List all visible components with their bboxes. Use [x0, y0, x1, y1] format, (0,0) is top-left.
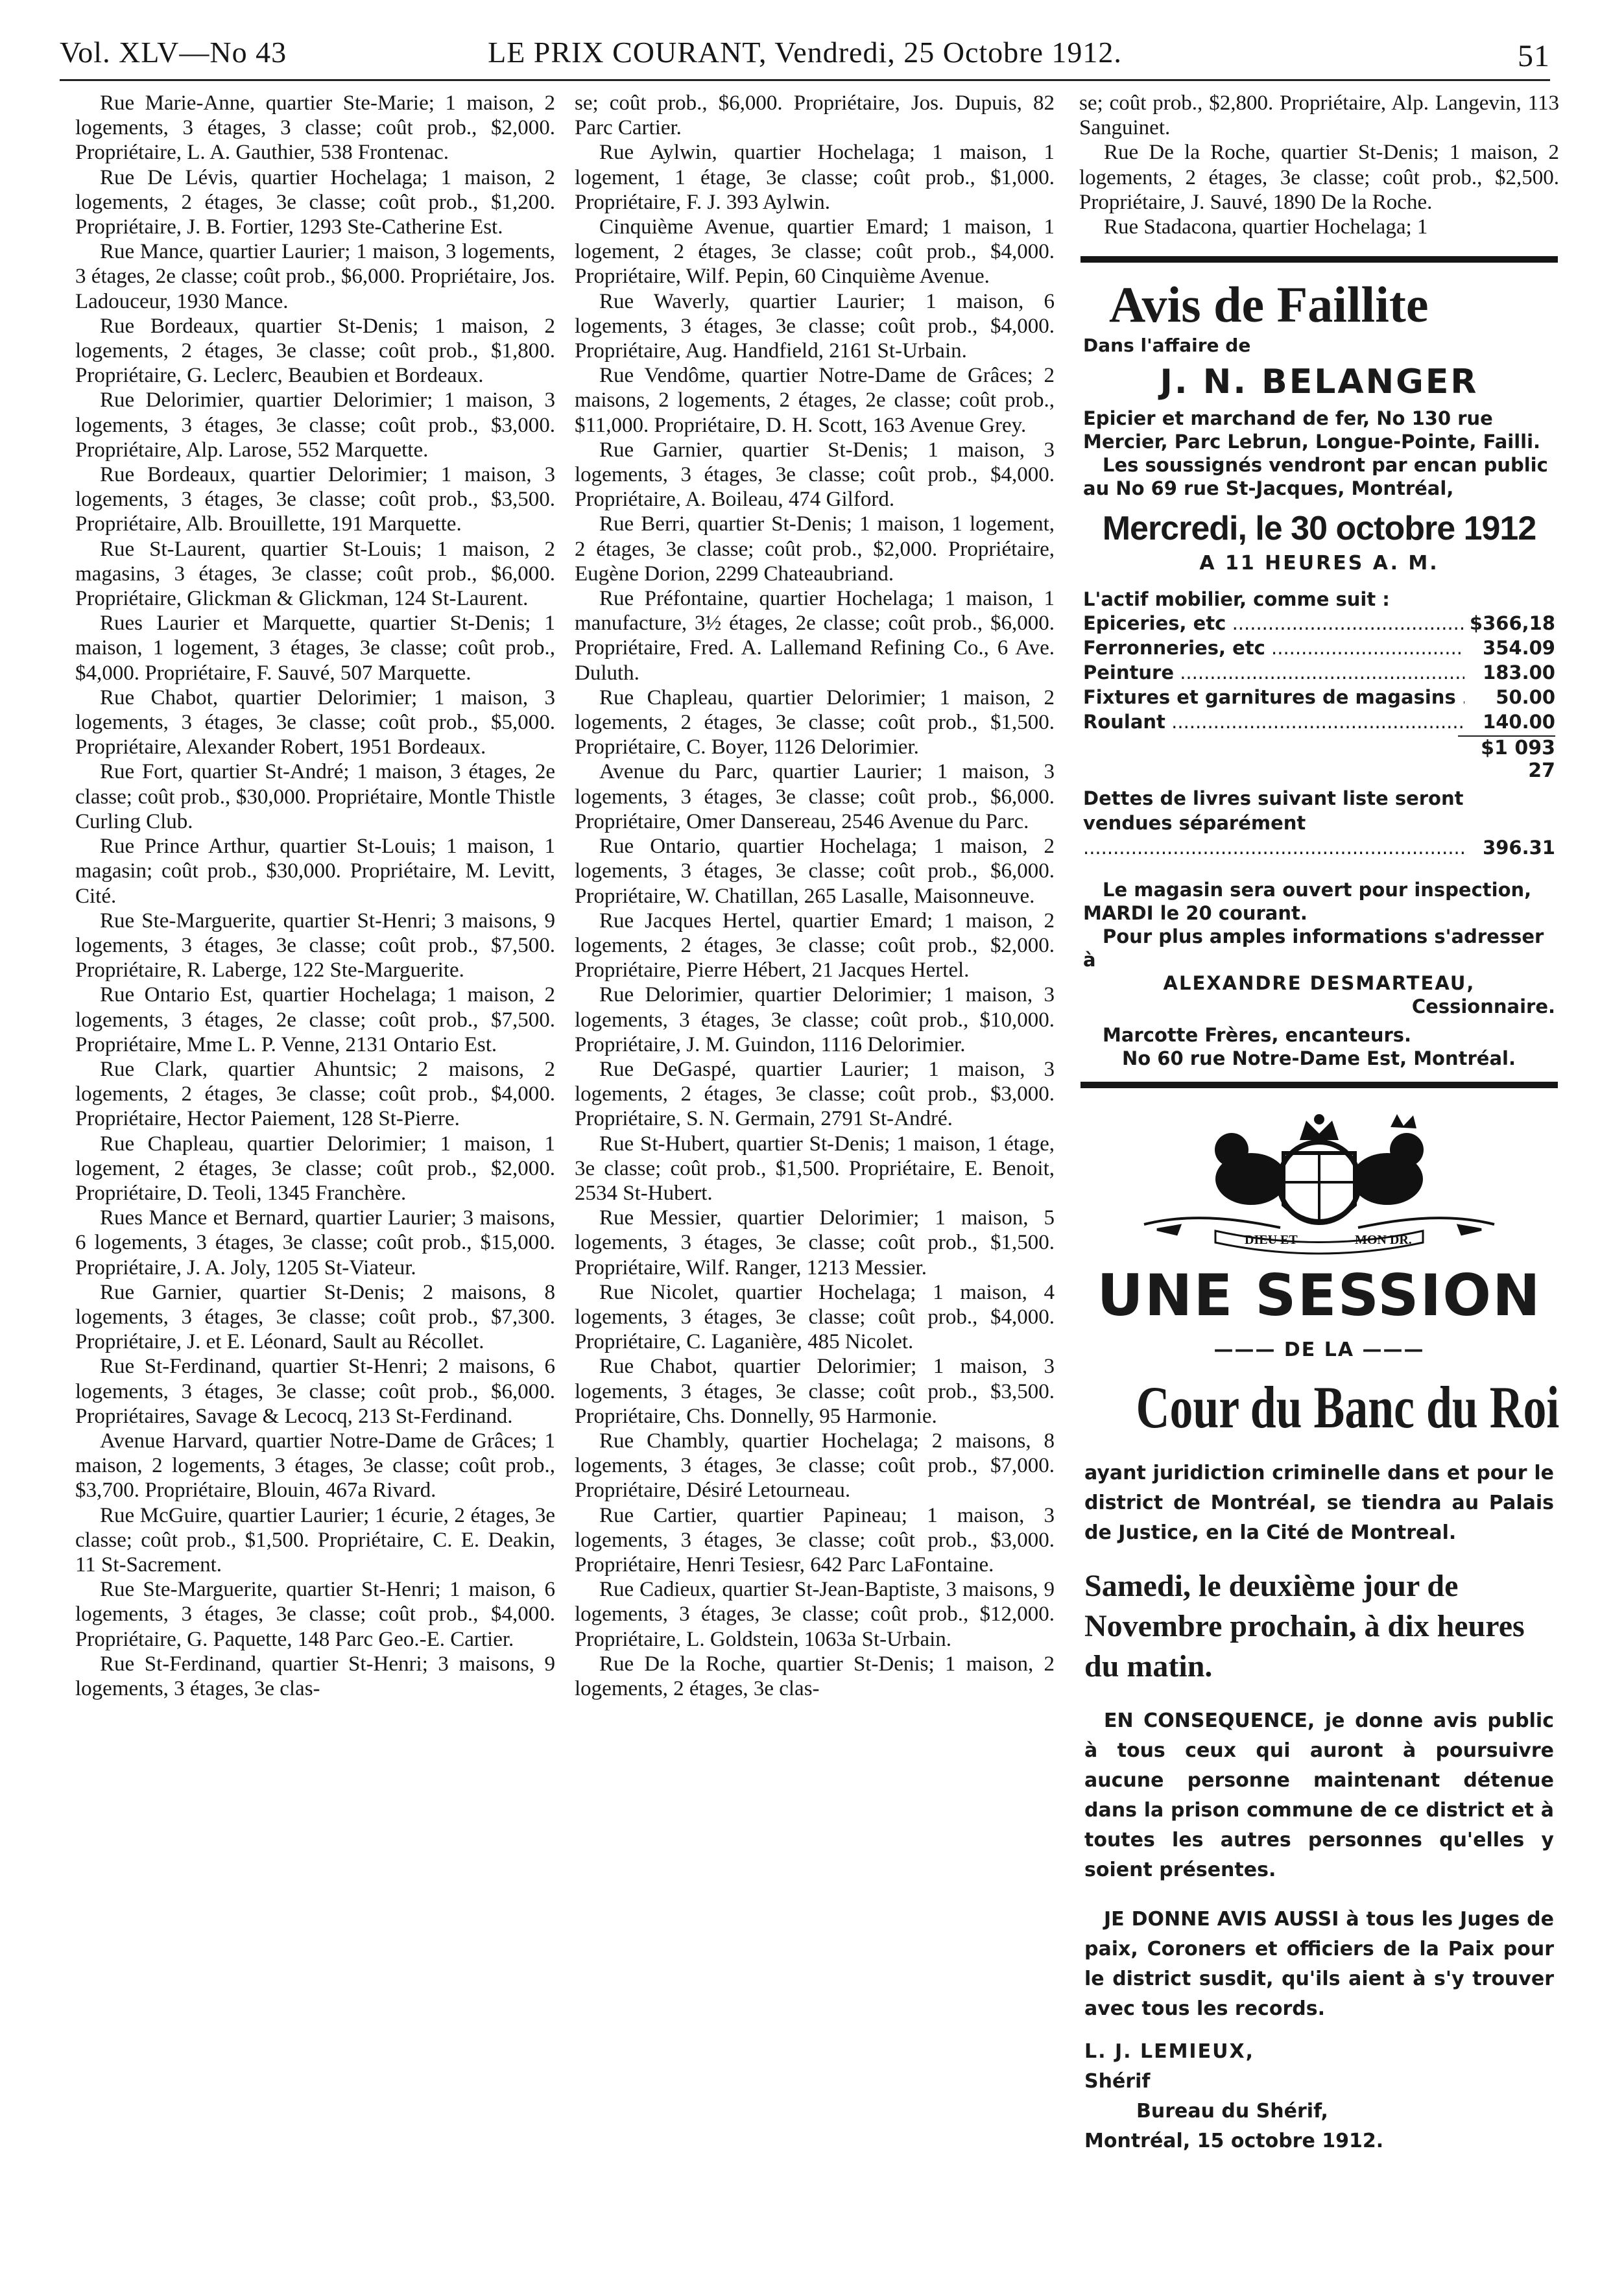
bankruptcy-notice: [1079, 276, 1559, 1070]
permit-entry: Rue Ste-Marguerite, quartier St-Henri; 3 maisons, 9 logements, 3 étages, 3e classe; coût prob., $7,500. Propriétaire, R. Laberge, 122 Ste-Marguerite.: [75, 909, 555, 982]
section-rule: [1081, 1082, 1558, 1088]
permit-entry: Rue Cadieux, quartier St-Jean-Baptiste, 3 maisons, 9 logements, 3 étages, 3e classe; coût prob., $12,000. Propriétaire, L. Goldstein, 1063a St-Urbain.: [575, 1578, 1055, 1651]
bankrupt-name: J. N. BELANGER: [1160, 363, 1479, 402]
permit-entry: Rue Mance, quartier Laurier; 1 maison, 3 logements, 3 étages, 2e classe; coût prob., $6,000. Propriétaire, Jos. Ladouceur, 1930 Mance.: [75, 240, 555, 313]
permit-entry: Rue Jacques Hertel, quartier Emard; 1 maison, 2 logements, 2 étages, 3e classe; coût prob., $2,000. Propriétaire, Pierre Hébert, 21 Jacques Hertel.: [575, 909, 1055, 982]
permit-entry: Rue St-Laurent, quartier St-Louis; 1 maison, 2 magasins, 3 étages, 3e classe; coût prob., $6,000. Propriétaire, Glickman & Glickman, 124 St-Laurent.: [75, 537, 555, 611]
asset-total: $1 093 27: [1458, 735, 1555, 782]
column-3-building-permits: [1079, 91, 1559, 239]
permit-entry: Rue Waverly, quartier Laurier; 1 maison, 6 logements, 3 étages, 3e classe; coût prob., $4,000. Propriétaire, Aug. Handfield, 2161 St-Urbain.: [575, 289, 1055, 363]
crest-motto-left: DIEU ET: [1245, 1233, 1298, 1248]
permit-entry: Rue Fort, quartier St-André; 1 maison, 3 étages, 2e classe; coût prob., $30,000. Propriétaire, Montle Thistle Curling Club.: [75, 760, 555, 833]
permit-entry: Rue Chabot, quartier Delorimier; 1 maison, 3 logements, 3 étages, 3e classe; coût prob., $3,500. Propriétaire, Chs. Donnelly, 95 Harmonie.: [575, 1355, 1055, 1428]
permit-entry: Rue Garnier, quartier St-Denis; 2 maisons, 8 logements, 3 étages, 3e classe; coût prob., $7,300. Propriétaire, J. et E. Léonard, Sault au Récollet.: [75, 1280, 555, 1354]
auctioneers-address: No 60 rue Notre-Dame Est, Montréal.: [1122, 1047, 1516, 1070]
permit-entry: Rue Vendôme, quartier Notre-Dame de Grâces; 2 maisons, 2 logements, 2 étages, 2e classe; coût prob., $11,000. Propriétaire, D. H. Scott, 163 Avenue Grey.: [575, 364, 1055, 437]
asset-row: [1083, 611, 1555, 636]
asset-value: 140.00: [1483, 711, 1555, 733]
permit-entry: Rue Cartier, quartier Papineau; 1 maison, 3 logements, 3 étages, 3e classe; coût prob., $3,000. Propriétaire, Henri Tesiesr, 642 Parc LaFontaine.: [575, 1503, 1055, 1577]
asset-value: 183.00: [1483, 661, 1555, 684]
permit-entry: Rue McGuire, quartier Laurier; 1 écurie, 2 étages, 3e classe; coût prob., $1,500. Propriétaire, C. E. Deakin, 11 St-Sacrement.: [75, 1503, 555, 1577]
continued-entry: se; coût prob., $2,800. Propriétaire, Alp. Langevin, 113 Sanguinet.: [1079, 91, 1559, 140]
dettes-row: [1083, 786, 1555, 860]
permit-entry: Rues Laurier et Marquette, quartier St-Denis; 1 maison, 1 logement, 3 étages, 3e classe; coût prob., $4,000. Propriétaire, F. Sauvé, 507 Marquette.: [75, 612, 555, 685]
asset-label: Epiceries, etc .....: [1083, 611, 1463, 636]
asset-row: [1083, 660, 1555, 685]
permit-entry: Rue Delorimier, quartier Delorimier; 1 maison, 3 logements, 3 étages, 3e classe; coût prob., $10,000. Propriétaire, J. M. Guindon, 1116 Delorimier.: [575, 983, 1055, 1056]
sheriff-title: Shérif: [1084, 2070, 1151, 2093]
column-2-building-permits: [575, 91, 1055, 2254]
permit-entry: Rue Aylwin, quartier Hochelaga; 1 maison, 1 logement, 1 étage, 3e classe; coût prob., $1,000. Propriétaire, F. J. 393 Aylwin.: [575, 141, 1055, 214]
royal-coat-of-arms-icon: [1118, 1114, 1520, 1257]
de-la-label: ——— DE LA ———: [1213, 1339, 1425, 1362]
crest-motto-right: MON DR.: [1355, 1233, 1412, 1248]
permit-entry: Avenue du Parc, quartier Laurier; 1 maison, 3 logements, 3 étages, 3e classe; coût prob., $6,000. Propriétaire, Omer Dansereau, 2546 Avenue du Parc.: [575, 760, 1055, 833]
permit-entry: Rue Delorimier, quartier Delorimier; 1 maison, 3 logements, 3 étages, 3e classe; coût prob., $3,000. Propriétaire, Alp. Larose, 552 Marquette.: [75, 388, 555, 462]
dettes-value: 396.31: [1483, 837, 1555, 859]
sheriff-bureau: Bureau du Shérif,: [1136, 2100, 1328, 2123]
de-la-text: DE LA: [1284, 1339, 1355, 1362]
permit-entry: Avenue Harvard, quartier Notre-Dame de Grâces; 1 maison, 2 logements, 3 étages, 3e classe; coût prob., $3,700. Propriétaire, Blouin, 467a Rivard.: [75, 1429, 555, 1503]
sale-time: A 11 HEURES A. M.: [1199, 552, 1439, 575]
permit-entry: Rue St-Ferdinand, quartier St-Henri; 3 maisons, 9 logements, 3 étages, 3e clas-: [75, 1652, 555, 1700]
permit-entry: Rue De la Roche, quartier St-Denis; 1 maison, 2 logements, 2 étages, 3e clas-: [575, 1652, 1055, 1700]
permit-entry: Rue De la Roche, quartier St-Denis; 1 maison, 2 logements, 2 étages, 3e classe; coût prob., $2,500. Propriétaire, J. Sauvé, 1890 De la Roche.: [1079, 141, 1559, 214]
session-title: UNE SESSION: [1097, 1262, 1542, 1329]
info-notice: Pour plus amples informations s'adresser à: [1083, 925, 1544, 971]
permit-entry: Rue St-Hubert, quartier St-Denis; 1 maison, 1 étage, 3e classe; coût prob., $1,500. Propriétaire, E. Benoit, 2534 St-Hubert.: [575, 1132, 1055, 1205]
permit-entry: Rue Bordeaux, quartier Delorimier; 1 maison, 3 logements, 3 étages, 3e classe; coût prob., $3,500. Propriétaire, Alb. Brouillette, 191 Marquette.: [75, 463, 555, 536]
permit-entry: Rue Marie-Anne, quartier Ste-Marie; 1 maison, 2 logements, 3 étages, 3 classe; coût prob., $2,000. Propriétaire, L. A. Gauthier, 538 Frontenac.: [75, 91, 555, 165]
asset-row: [1083, 636, 1555, 660]
avis-aussi-text: JE DONNE AVIS AUSSI à tous les Juges de paix, Coroners et officiers de la Paix pour le district susdit, qu'ils aient à s'y trouver avec tous les records.: [1084, 1908, 1554, 2021]
court-name: Cour du Banc du Roi: [1136, 1374, 1559, 1441]
actif-intro: L'actif mobilier, comme suit :: [1083, 588, 1390, 611]
jurisdiction-text: ayant juridiction criminelle dans et pour le district de Montréal, se tiendra au Palais de Justice, en la Cité de Montreal.: [1084, 1462, 1554, 1545]
permit-entry: Rue Nicolet, quartier Hochelaga; 1 maison, 4 logements, 3 étages, 3e classe; coût prob., $4,000. Propriétaire, C. Laganière, 485 Nicolet.: [575, 1280, 1055, 1354]
sale-notice: Les soussignés vendront par encan public au No 69 rue St-Jacques, Montréal,: [1083, 454, 1548, 500]
page-number: 51: [1518, 39, 1550, 73]
asset-label: Roulant .....: [1083, 709, 1464, 734]
permit-entry: Rue Ste-Marguerite, quartier St-Henri; 1 maison, 6 logements, 3 étages, 3e classe; coût prob., $4,000. Propriétaire, G. Paquette, 148 Parc Geo.-E. Cartier.: [75, 1578, 555, 1651]
session-date: Samedi, le deuxième jour de Novembre prochain, à dix heures du matin.: [1084, 1569, 1525, 1684]
permit-entry: Rue Stadacona, quartier Hochelaga; 1: [1104, 215, 1428, 239]
asset-value: 354.09: [1483, 637, 1555, 660]
consequence-text: EN CONSEQUENCE, je donne avis public à tous ceux qui auront à poursuivre aucune personne maintenant détenue dans la prison commune de ce district et à toutes les autres personnes qu'elles y soient présentes.: [1084, 1709, 1554, 1882]
continued-entry: se; coût prob., $6,000. Propriétaire, Jos. Dupuis, 82 Parc Cartier.: [575, 91, 1055, 140]
asset-label: Fixtures et garnitures de magasins .....: [1083, 685, 1464, 709]
permit-entry: Rue Chambly, quartier Hochelaga; 2 maisons, 8 logements, 3 étages, 3e classe; coût prob., $7,000. Propriétaire, Désiré Letourneau.: [575, 1429, 1055, 1503]
permit-entry: Rue Berri, quartier St-Denis; 1 maison, 1 logement, 2 étages, 3e classe; coût prob., $2,000. Propriétaire, Eugène Dorion, 2299 Chateaubriand.: [575, 512, 1055, 586]
column-3: [1079, 91, 1559, 2254]
asset-row: [1083, 709, 1555, 734]
asset-value: $366,18: [1469, 612, 1555, 635]
cessionnaire-title: Cessionnaire.: [1411, 995, 1555, 1018]
permit-entry: Rues Mance et Bernard, quartier Laurier; 3 maisons, 6 logements, 3 étages, 3e classe; coût prob., $15,000. Propriétaire, J. A. Joly, 1205 St-Viateur.: [75, 1206, 555, 1279]
permit-entry: Cinquième Avenue, quartier Emard; 1 maison, 1 logement, 2 étages, 3e classe; coût prob., $4,000. Propriétaire, Wilf. Pepin, 60 Cinquième Avenue.: [575, 215, 1055, 289]
permit-entry: Rue De Lévis, quartier Hochelaga; 1 maison, 2 logements, 2 étages, 3e classe; coût prob., $1,200. Propriétaire, J. B. Fortier, 1293 Ste-Catherine Est.: [75, 165, 555, 239]
permit-entry: Rue Chapleau, quartier Delorimier; 1 maison, 1 logement, 2 étages, 3e classe; coût prob., $2,000. Propriétaire, D. Teoli, 1345 Franchère.: [75, 1132, 555, 1205]
permit-entry: Rue Chabot, quartier Delorimier; 1 maison, 3 logements, 3 étages, 3e classe; coût prob., $5,000. Propriétaire, Alexander Robert, 1951 Bordeaux.: [75, 685, 555, 759]
permit-entry: Rue DeGaspé, quartier Laurier; 1 maison, 3 logements, 2 étages, 3e classe; coût prob., $3,000. Propriétaire, S. N. Germain, 2791 St-André.: [575, 1057, 1055, 1131]
affaire-label: Dans l'affaire de: [1083, 335, 1251, 357]
header-rule: [60, 79, 1550, 81]
permit-entry: Rue Bordeaux, quartier St-Denis; 1 maison, 2 logements, 2 étages, 3e classe; coût prob., $1,800. Propriétaire, G. Leclerc, Beaubien et Bordeaux.: [75, 314, 555, 388]
volume-number: Vol. XLV—No 43: [60, 36, 287, 69]
permit-entry: Rue Ontario, quartier Hochelaga; 1 maison, 2 logements, 3 étages, 3e classe; coût prob., $6,000. Propriétaire, W. Chatillan, 265 Lasalle, Maisonneuve.: [575, 835, 1055, 908]
permit-entry: Rue Garnier, quartier St-Denis; 1 maison, 3 logements, 3 étages, 3e classe; coût prob., $4,000. Propriétaire, A. Boileau, 474 Gilford.: [575, 438, 1055, 512]
sheriff-name: L. J. LEMIEUX,: [1084, 2040, 1254, 2064]
asset-row: [1083, 685, 1555, 709]
bankruptcy-title: Avis de Faillite: [1109, 276, 1429, 333]
sale-date: Mercredi, le 30 octobre 1912: [1102, 510, 1536, 548]
cessionnaire-name: ALEXANDRE DESMARTEAU,: [1163, 972, 1475, 995]
permit-entry: Rue Prince Arthur, quartier St-Louis; 1 maison, 1 magasin; coût prob., $30,000. Propriétaire, M. Levitt, Cité.: [75, 835, 555, 908]
notice-place-date: Montréal, 15 octobre 1912.: [1084, 2130, 1384, 2153]
court-session-notice: [1079, 1263, 1559, 2156]
permit-entry: Rue Préfontaine, quartier Hochelaga; 1 maison, 1 manufacture, 3½ étages, 2e classe; coût prob., $6,000. Propriétaire, Fred. A. Lallemand Refining Co., 6 Ave. Duluth.: [575, 587, 1055, 685]
asset-label: Peinture .....: [1083, 660, 1464, 685]
inspection-notice: Le magasin sera ouvert pour inspection, MARDI le 20 courant.: [1083, 879, 1532, 925]
permit-entry: Rue Messier, quartier Delorimier; 1 maison, 5 logements, 3 étages, 3e classe; coût prob., $1,500. Propriétaire, Wilf. Ranger, 1213 Messier.: [575, 1206, 1055, 1279]
bankrupt-description: Epicier et marchand de fer, No 130 rue Mercier, Parc Lebrun, Longue-Pointe, Failli.: [1083, 407, 1541, 453]
asset-label: Ferronneries, etc .....: [1083, 636, 1464, 660]
section-rule: [1081, 256, 1558, 263]
auctioneers: Marcotte Frères, encanteurs.: [1103, 1024, 1412, 1047]
permit-entry: Rue St-Ferdinand, quartier St-Henri; 2 maisons, 6 logements, 3 étages, 3e classe; coût prob., $6,000. Propriétaires, Savage & Lecocq, 213 St-Ferdinand.: [75, 1355, 555, 1428]
permit-entry: Rue Clark, quartier Ahuntsic; 2 maisons, 2 logements, 2 étages, 3e classe; coût prob., $4,000. Propriétaire, Hector Paiement, 128 St-Pierre.: [75, 1057, 555, 1131]
newspaper-title: LE PRIX COURANT, Vendredi, 25 Octobre 1912.: [488, 36, 1122, 69]
column-1-building-permits: [75, 91, 555, 2254]
permit-entry: Rue Chapleau, quartier Delorimier; 1 maison, 2 logements, 2 étages, 3e classe; coût prob., $1,500. Propriétaire, C. Boyer, 1126 Delorimier.: [575, 685, 1055, 759]
permit-entry: Rue Ontario Est, quartier Hochelaga; 1 maison, 2 logements, 3 étages, 2e classe; coût prob., $7,500. Propriétaire, Mme L. P. Venne, 2131 Ontario Est.: [75, 983, 555, 1056]
dettes-label: Dettes de livres suivant liste seront vendues séparément .....: [1083, 786, 1464, 860]
asset-value: 50.00: [1496, 686, 1555, 709]
page-header: [60, 29, 1550, 77]
asset-list: [1083, 611, 1555, 734]
